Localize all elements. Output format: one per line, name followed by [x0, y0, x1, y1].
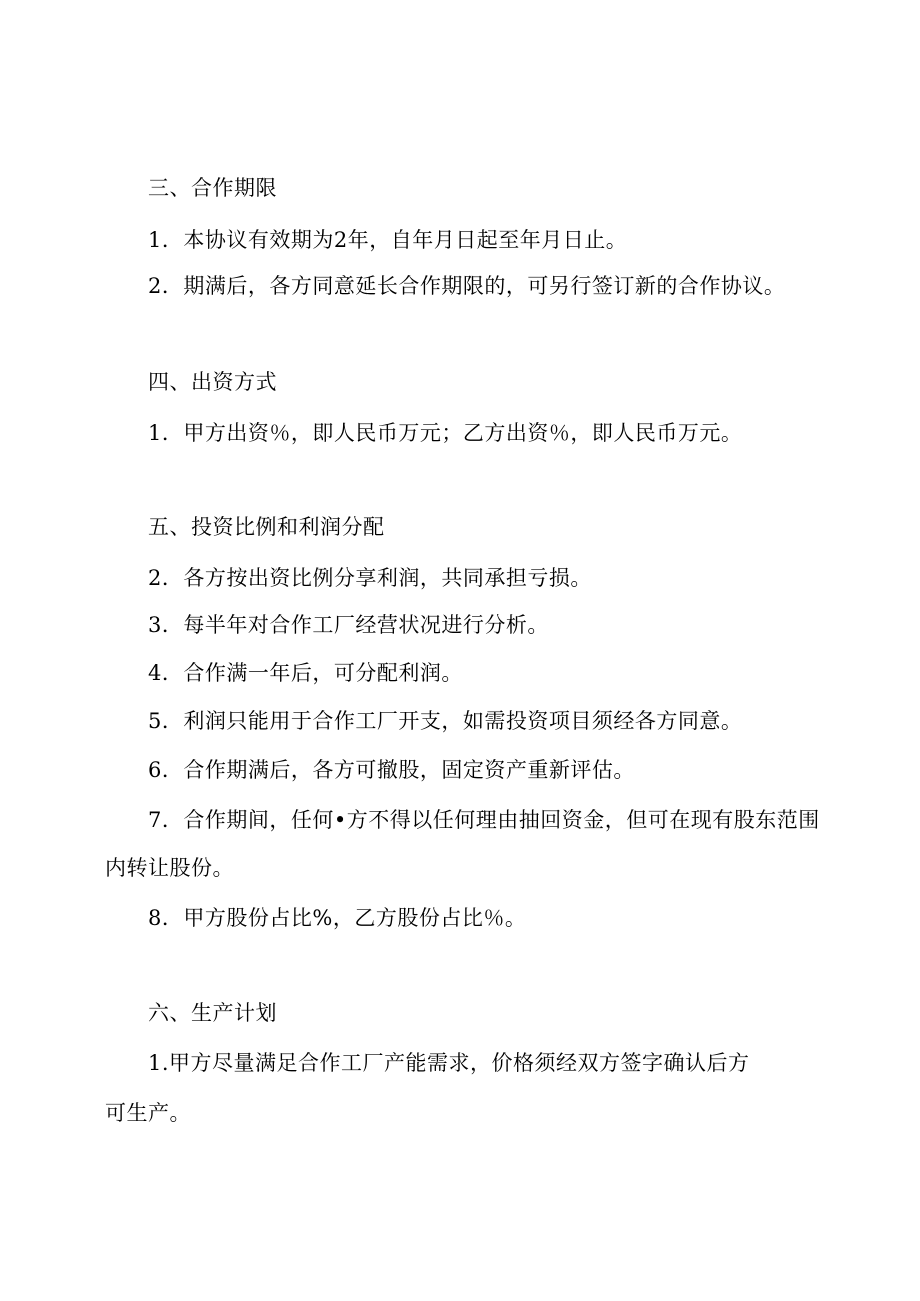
clause-profit-2: 2．各方按出资比例分享利润，共同承担亏损。 [148, 566, 592, 590]
clause-term-1: 1．本协议有效期为2年，自年月日起至年月日止。 [148, 228, 628, 252]
clause-profit-3: 3．每半年对合作工厂经营状况进行分析。 [148, 613, 549, 637]
section-heading-capital-contribution: 四、出资方式 [148, 370, 277, 394]
clause-profit-8: 8．甲方股份占比%，乙方股份占比％。 [148, 906, 527, 930]
clause-capital-1: 1．甲方出资％，即人民币万元；乙方出资％，即人民币万元。 [148, 421, 743, 445]
section-heading-investment-profit: 五、投资比例和利润分配 [148, 515, 385, 539]
clause-profit-7-continued: 内转让股份。 [105, 856, 234, 880]
section-heading-production-plan: 六、生产计划 [148, 1001, 277, 1025]
clause-profit-7: 7．合作期间，任何•方不得以任何理由抽回资金，但可在现有股东范围 [148, 808, 820, 832]
clause-production-1: 1.甲方尽量满足合作工厂产能需求，价格须经双方签字确认后方 [148, 1051, 750, 1075]
clause-profit-6: 6．合作期满后，各方可撤股，固定资产重新评估。 [148, 758, 635, 782]
clause-profit-4: 4．合作满一年后，可分配利润。 [148, 661, 463, 685]
clause-profit-5: 5．利润只能用于合作工厂开支，如需投资项目须经各方同意。 [148, 709, 743, 733]
clause-term-2: 2．期满后，各方同意延长合作期限的，可另行签订新的合作协议。 [148, 274, 786, 298]
section-heading-cooperation-term: 三、合作期限 [148, 176, 277, 200]
clause-production-1-continued: 可生产。 [105, 1101, 191, 1125]
